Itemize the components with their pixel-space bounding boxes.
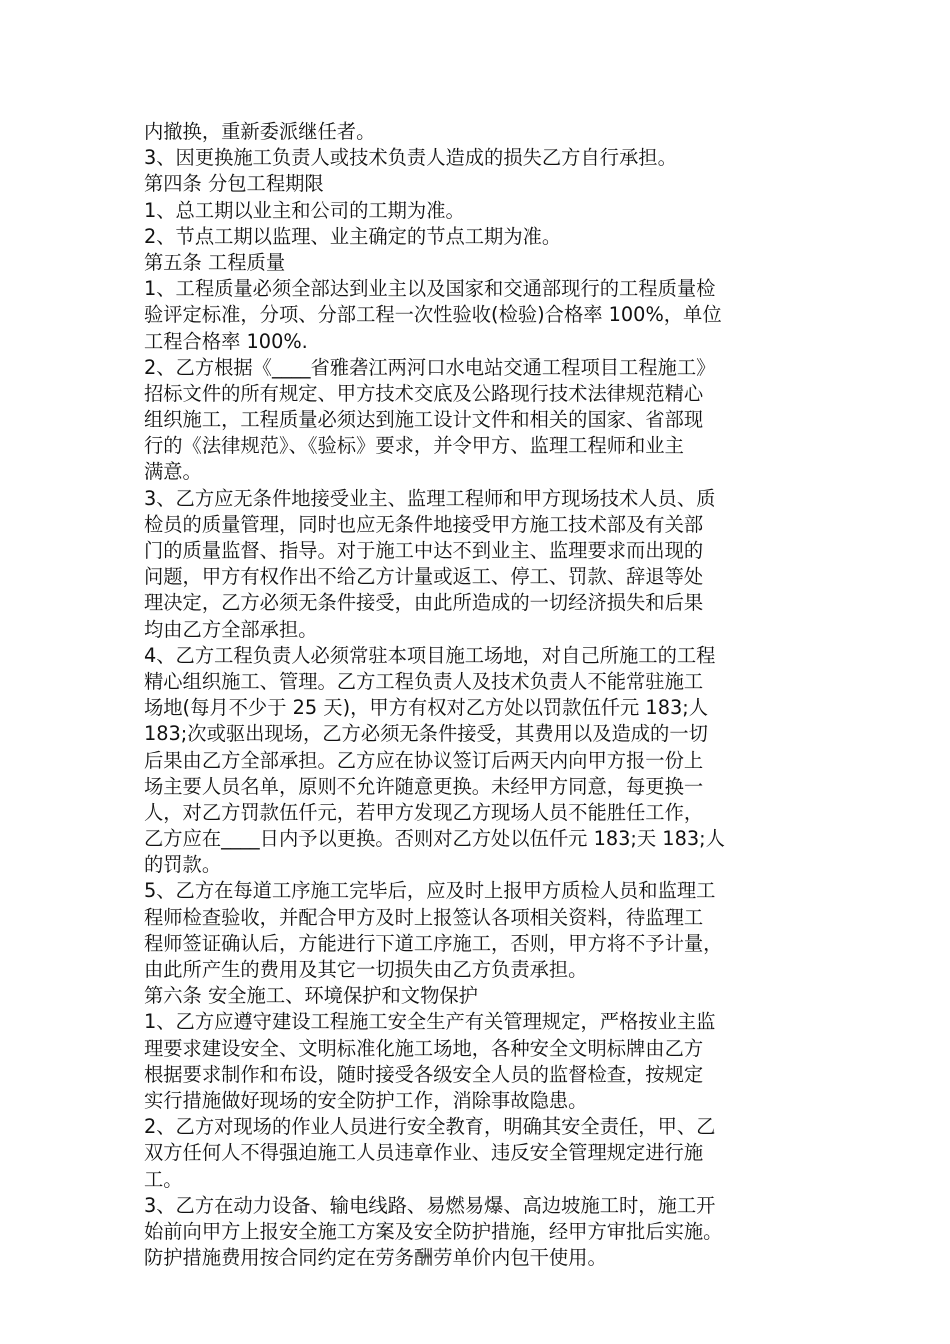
text-line: 1、工程质量必须全部达到业主以及国家和交通部现行的工程质量检: [144, 277, 716, 301]
text-line: 4、乙方工程负责人必须常驻本项目施工场地，对自己所施工的工程: [144, 643, 716, 667]
text-line: 理要求建设安全、文明标准化施工场地，各种安全文明标牌由乙方: [144, 1036, 704, 1060]
text-line: 5、乙方在每道工序施工完毕后，应及时上报甲方质检人员和监理工: [144, 879, 716, 903]
text-line: 内撤换，重新委派继任者。: [144, 120, 376, 143]
text-line: 程师检查验收，并配合甲方及时上报签认各项相关资料，待监理工: [144, 905, 704, 929]
text-line: 人，对乙方罚款伍仟元，若甲方发现乙方现场人员不能胜任工作，: [144, 800, 704, 824]
text-line: 门的质量监督、指导。对于施工中达不到业主、监理要求而出现的: [144, 539, 704, 562]
document-body: [144, 119, 824, 1271]
text-line: 程师签证确认后，方能进行下道工序施工，否则，甲方将不予计量，: [144, 931, 723, 955]
text-line: 均由乙方全部承担。: [144, 617, 318, 641]
text-line: 第四条 分包工程期限: [144, 172, 324, 196]
text-line: 问题，甲方有权作出不给乙方计量或返工、停工、罚款、辞退等处: [144, 565, 704, 589]
text-line: 根据要求制作和布设，随时接受各级安全人员的监督检查，按规定: [144, 1062, 704, 1086]
text-line: 组织施工，工程质量必须达到施工设计文件和相关的国家、省部现: [144, 408, 704, 432]
text-line: 验评定标准，分项、分部工程一次性验收(检验)合格率 100%，单位: [144, 303, 722, 327]
text-line: 乙方应在____日内予以更换。否则对乙方处以伍仟元 183;天 183;人: [144, 827, 725, 851]
text-line: 1、乙方应遵守建设工程施工安全生产有关管理规定，严格按业主监: [144, 1010, 716, 1034]
text-line: 2、节点工期以监理、业主确定的节点工期为准。: [144, 224, 562, 248]
text-line: 3、乙方应无条件地接受业主、监理工程师和甲方现场技术人员、质: [144, 486, 716, 510]
text-line: 后果由乙方全部承担。乙方应在协议签订后两天内向甲方报一份上: [144, 748, 704, 772]
text-line: 183;次或驱出现场，乙方必须无条件接受，其费用以及造成的一切: [144, 722, 708, 746]
text-line: 始前向甲方上报安全施工方案及安全防护措施，经甲方审批后实施。: [144, 1219, 723, 1243]
text-line: 2、乙方根据《____省雅砻江两河口水电站交通工程项目工程施工》: [144, 355, 716, 379]
text-line: 由此所产生的费用及其它一切损失由乙方负责承担。: [144, 958, 588, 981]
text-line: 第六条 安全施工、环境保护和文物保护: [144, 984, 478, 1008]
text-line: 场主要人员名单，原则不允许随意更换。未经甲方同意，每更换一: [144, 774, 704, 798]
text-line: 行的《法律规范》、《验标》要求，并令甲方、监理工程师和业主: [144, 434, 684, 458]
text-line: 工。: [144, 1167, 183, 1191]
text-line: 防护措施费用按合同约定在劳务酬劳单价内包干使用。: [144, 1246, 607, 1270]
text-line: 检员的质量管理，同时也应无条件地接受甲方施工技术部及有关部: [144, 512, 704, 536]
text-line: 招标文件的所有规定、甲方技术交底及公路现行技术法律规范精心: [144, 381, 704, 405]
text-line: 1、总工期以业主和公司的工期为准。: [144, 198, 465, 222]
text-line: 场地(每月不少于 25 天)，甲方有权对乙方处以罚款伍仟元 183;人: [144, 696, 709, 720]
text-line: 3、乙方在动力设备、输电线路、易燃易爆、高边坡施工时，施工开: [144, 1193, 716, 1217]
text-line: 工程合格率 100%.: [144, 329, 308, 353]
text-line: 2、乙方对现场的作业人员进行安全教育，明确其安全责任，甲、乙: [144, 1115, 716, 1139]
text-line: 的罚款。: [144, 853, 222, 877]
text-line: 实行措施做好现场的安全防护工作，消除事故隐患。: [144, 1088, 588, 1112]
text-line: 精心组织施工、管理。乙方工程负责人及技术负责人不能常驻施工: [144, 669, 704, 693]
text-line: 3、因更换施工负责人或技术负责人造成的损失乙方自行承担。: [144, 146, 677, 170]
text-line: 第五条 工程质量: [144, 250, 286, 274]
text-line: 满意。: [144, 460, 202, 484]
text-line: 理决定，乙方必须无条件接受，由此所造成的一切经济损失和后果: [144, 591, 704, 615]
text-line: 双方任何人不得强迫施工人员违章作业、违反安全管理规定进行施: [144, 1141, 704, 1165]
